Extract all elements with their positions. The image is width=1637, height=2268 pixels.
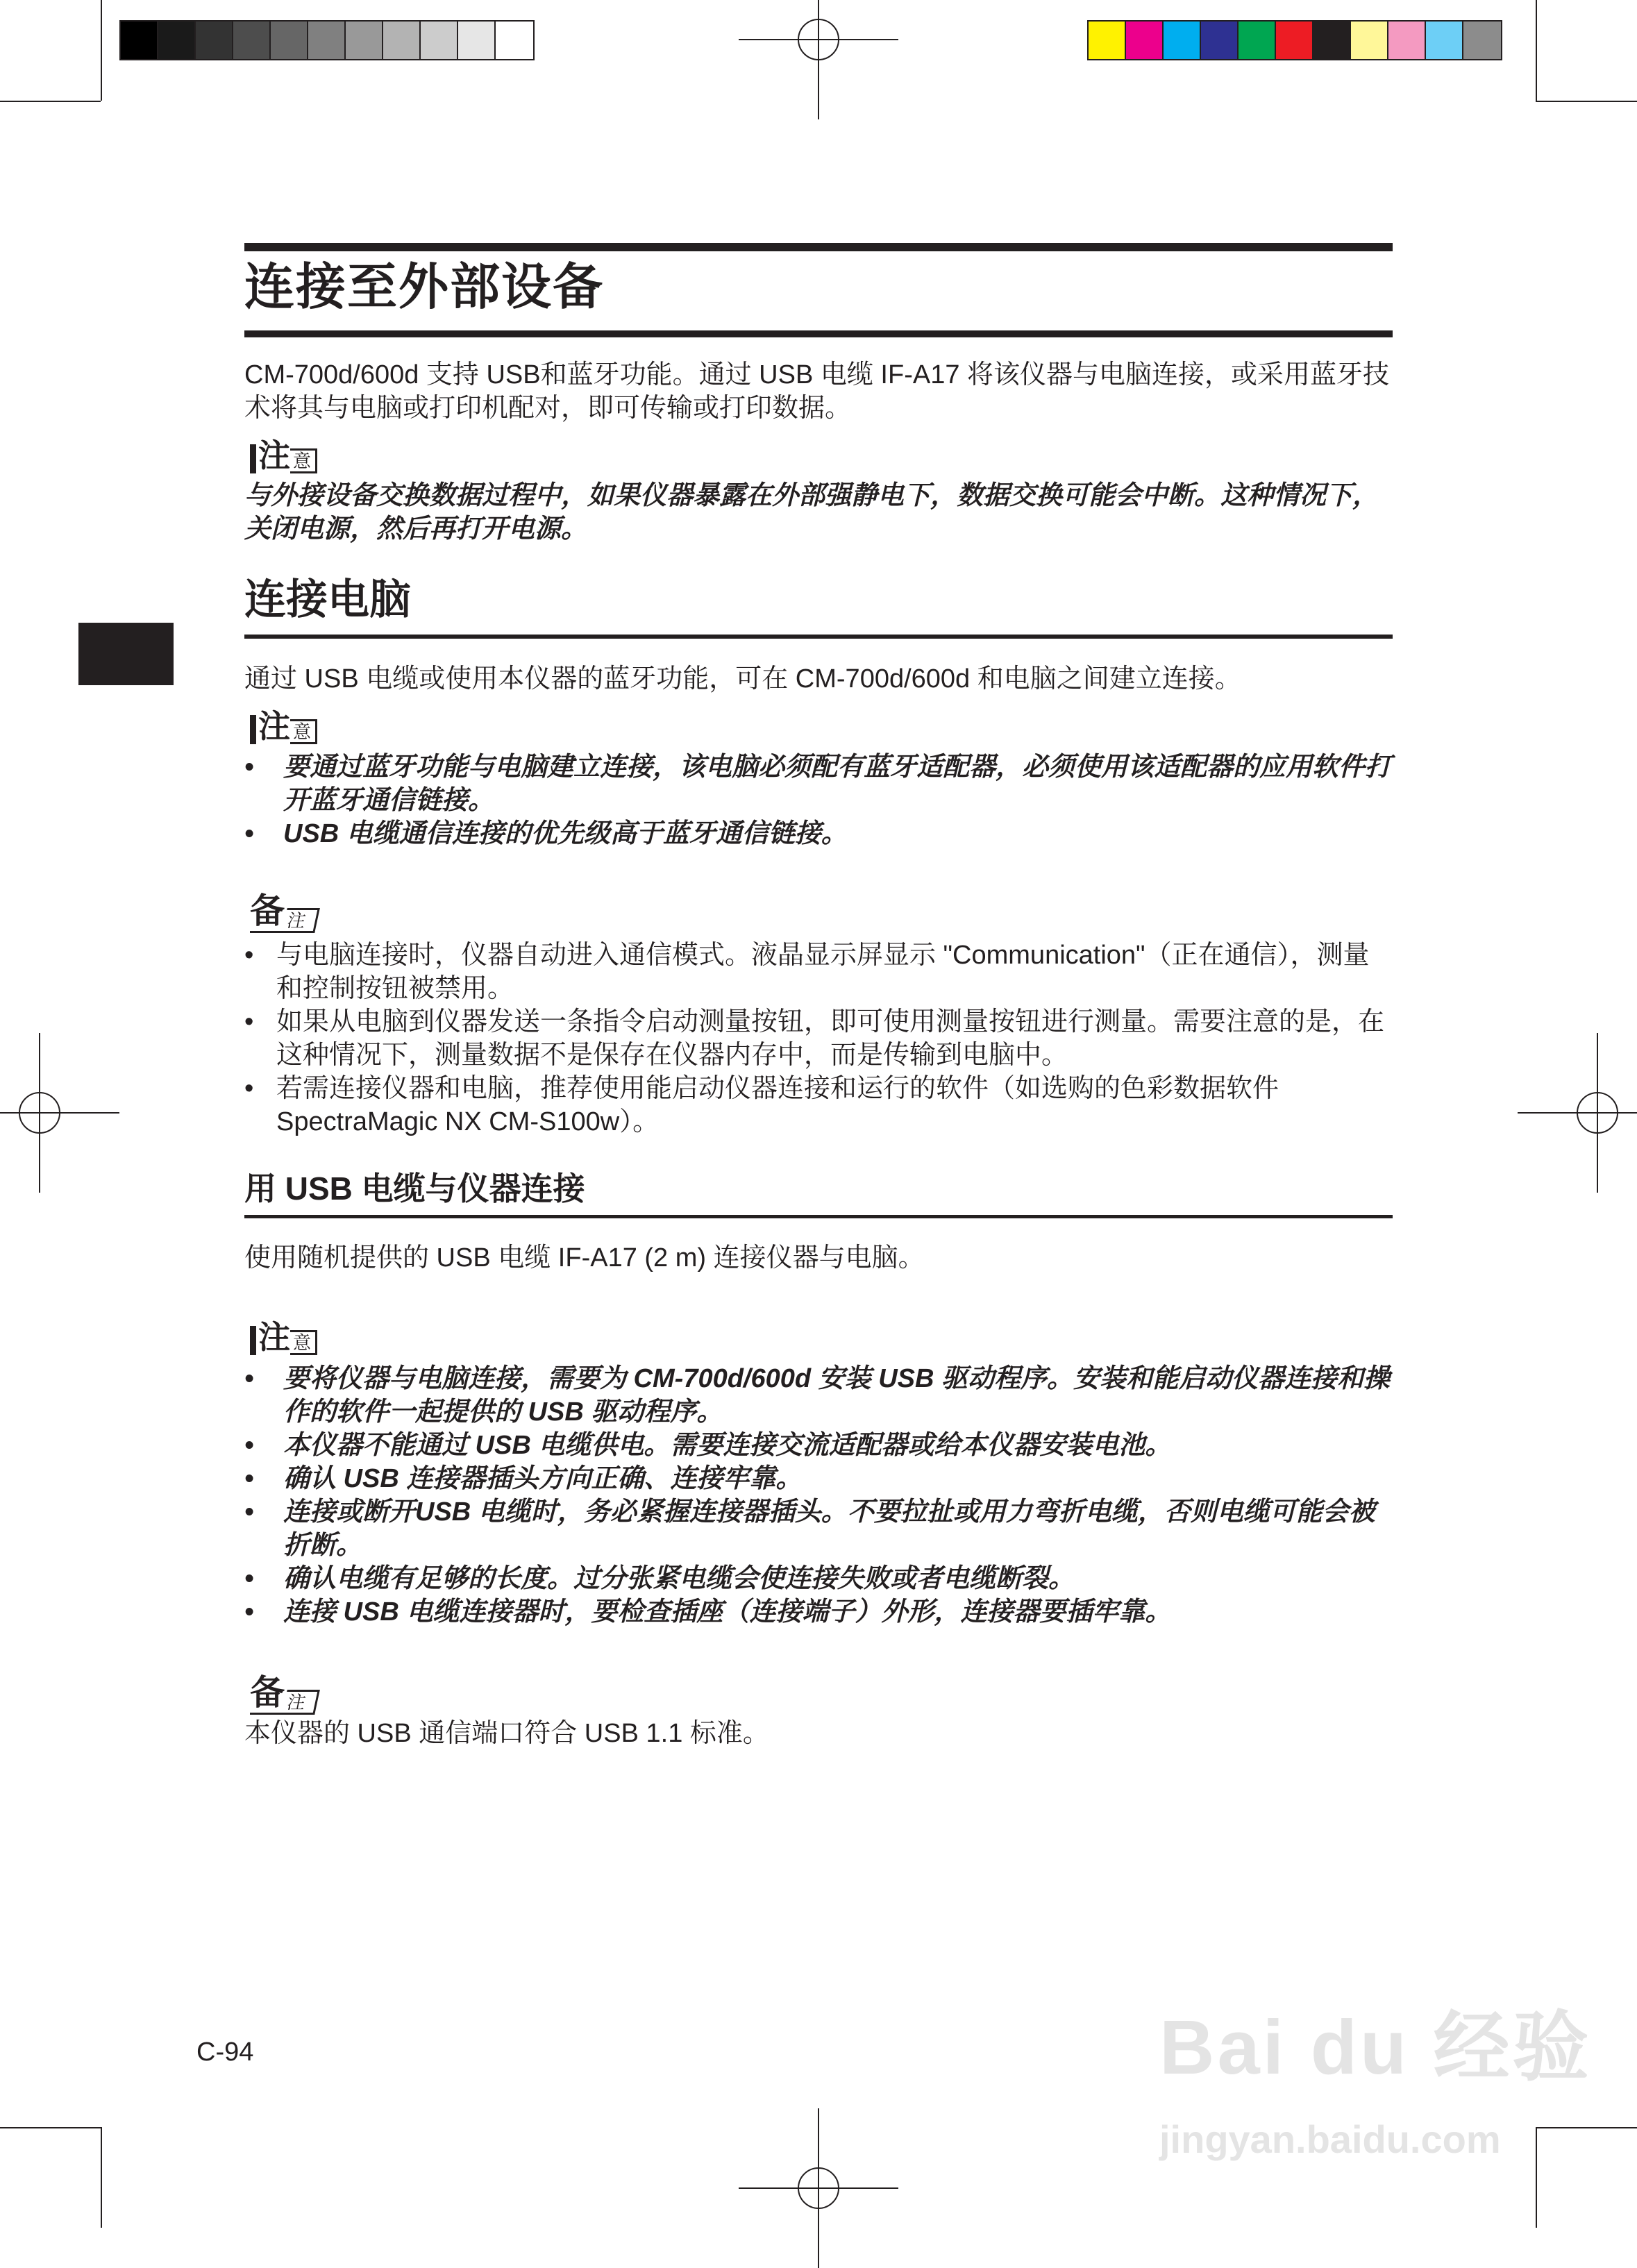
list-item: • 要将仪器与电脑连接，需要为 CM-700d/600d 安装 USB 驱动程序。安装和能启动仪器连接和操作的软件一起提供的 USB 驱动程序。 xyxy=(244,1362,1397,1429)
memo-label-small: 注 xyxy=(282,1690,320,1715)
color-swatch xyxy=(1351,22,1388,59)
caution-label-big: 注 xyxy=(258,437,290,473)
crop-mark xyxy=(0,2127,101,2128)
color-swatch xyxy=(346,22,383,59)
color-swatch xyxy=(158,22,196,59)
title-top-rule xyxy=(244,243,1393,251)
crop-mark xyxy=(1536,101,1637,102)
section-heading: 连接电脑 xyxy=(244,576,411,623)
caution-label-small: 意 xyxy=(290,719,317,744)
memo-text: 本仪器的 USB 通信端口符合 USB 1.1 标准。 xyxy=(244,1719,769,1748)
color-swatch xyxy=(1201,22,1239,59)
page-title: 连接至外部设备 xyxy=(244,260,605,315)
color-swatch xyxy=(1164,22,1201,59)
color-swatch xyxy=(421,22,458,59)
color-swatch xyxy=(1239,22,1276,59)
section-rule xyxy=(244,635,1393,639)
subsection-text: 使用随机提供的 USB 电缆 IF-A17 (2 m) 连接仪器与电脑。 xyxy=(244,1243,925,1272)
color-swatch xyxy=(271,22,308,59)
list-item: • 连接或断开USB 电缆时，务必紧握连接器插头。不要拉扯或用力弯折电缆，否则电缆可能会被折断。 xyxy=(244,1495,1397,1562)
color-calibration-bar xyxy=(1087,20,1502,60)
color-swatch xyxy=(1388,22,1426,59)
list-item: • 与电脑连接时，仪器自动进入通信模式。液晶显示屏显示 "Communication"（正在通信），测量和控制按钮被禁用。 xyxy=(244,939,1390,1005)
memo-label-big: 备 xyxy=(250,891,285,933)
caution-list xyxy=(244,1362,1397,1629)
list-item: • 连接 USB 电缆连接器时，要检查插座（连接端子）外形，连接器要插牢靠。 xyxy=(244,1595,1397,1629)
list-item: • 确认 USB 连接器插头方向正确、连接牢靠。 xyxy=(244,1462,1397,1495)
section-text: 通过 USB 电缆或使用本仪器的蓝牙功能，可在 CM-700d/600d 和电脑之间建立连接。 xyxy=(244,664,1241,694)
intro-text: CM-700d/600d 支持 USB和蓝牙功能。通过 USB 电缆 IF-A17 将该仪器与电脑连接，或采用蓝牙技术将其与电脑或打印机配对，即可传输或打印数据。 xyxy=(244,360,1390,423)
color-swatch xyxy=(1426,22,1463,59)
list-item: • 本仪器不能通过 USB 电缆供电。需要连接交流适配器或给本仪器安装电池。 xyxy=(244,1429,1397,1462)
caution-text: 与外接设备交换数据过程中，如果仪器暴露在外部强静电下，数据交换可能会中断。这种情况下，关闭电源，然后再打开电源。 xyxy=(244,481,1379,544)
list-item: • 要通过蓝牙功能与电脑建立连接，该电脑必须配有蓝牙适配器，必须使用该适配器的应用软件打开蓝牙通信链接。 xyxy=(244,750,1397,817)
list-item: • USB 电缆通信连接的优先级高于蓝牙通信链接。 xyxy=(244,817,1397,850)
color-swatch xyxy=(496,22,533,59)
caution-list xyxy=(244,750,1397,850)
crop-mark xyxy=(1536,2127,1537,2228)
list-item: • 如果从电脑到仪器发送一条指令启动测量按钮，即可使用测量按钮进行测量。需要注意的是，在这种情况下，测量数据不是保存在仪器内存中，而是传输到电脑中。 xyxy=(244,1005,1390,1072)
caution-label xyxy=(250,708,1397,744)
color-swatch xyxy=(1089,22,1126,59)
title-bottom-rule xyxy=(244,330,1393,337)
color-swatch xyxy=(1463,22,1501,59)
caution-label-small: 意 xyxy=(290,1330,317,1355)
color-swatch xyxy=(1276,22,1313,59)
page-number: C-94 xyxy=(196,2038,254,2067)
memo-label-small: 注 xyxy=(282,908,320,933)
color-swatch xyxy=(308,22,346,59)
color-swatch xyxy=(1313,22,1351,59)
memo-list xyxy=(244,939,1390,1139)
page-content xyxy=(244,243,1397,1750)
caution-label xyxy=(250,437,1397,473)
crop-mark xyxy=(101,0,102,101)
memo-label xyxy=(250,1673,1397,1715)
crop-mark xyxy=(1536,2127,1637,2128)
registration-mark-right xyxy=(1518,1033,1637,1193)
crop-mark xyxy=(1536,0,1537,101)
caution-label-small: 意 xyxy=(290,448,317,473)
memo-label-big: 备 xyxy=(250,1672,285,1715)
caution-label-big: 注 xyxy=(258,1319,290,1355)
memo-label xyxy=(250,891,1397,933)
color-swatch xyxy=(233,22,271,59)
list-item: • 确认电缆有足够的长度。过分张紧电缆会使连接失败或者电缆断裂。 xyxy=(244,1562,1397,1595)
crop-mark xyxy=(0,101,101,102)
color-swatch xyxy=(1126,22,1164,59)
color-swatch xyxy=(458,22,496,59)
list-item: • 若需连接仪器和电脑，推荐使用能启动仪器连接和运行的软件（如选购的色彩数据软件 SpectraMagic NX CM-S100w）。 xyxy=(244,1072,1390,1139)
color-swatch xyxy=(121,22,158,59)
subsection-heading: 用 USB 电缆与仪器连接 xyxy=(244,1170,585,1207)
color-swatch xyxy=(196,22,233,59)
subsection-rule xyxy=(244,1215,1393,1218)
gray-calibration-bar xyxy=(119,20,535,60)
chapter-tab xyxy=(78,623,174,685)
watermark-url: jingyan.baidu.com xyxy=(1159,2117,1501,2161)
watermark-brand: Bai du 经验 xyxy=(1159,2005,1592,2090)
registration-mark-top xyxy=(739,0,898,119)
registration-mark-left xyxy=(0,1033,119,1193)
caution-label xyxy=(250,1319,1397,1355)
color-swatch xyxy=(383,22,421,59)
caution-label-big: 注 xyxy=(258,708,290,744)
registration-mark-bottom xyxy=(739,2108,898,2268)
crop-mark xyxy=(101,2127,102,2228)
